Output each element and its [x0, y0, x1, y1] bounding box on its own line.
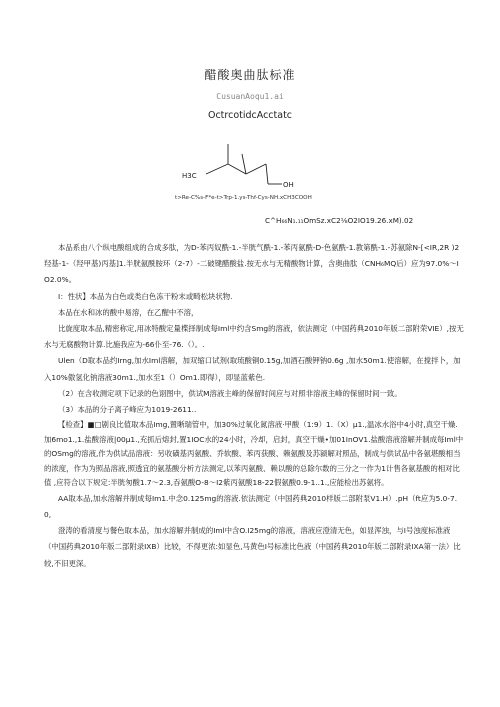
paragraph: AA取本品,加水溶解并制成每Im1.中念0.125mg的溶液.依法测定（中国药典2010样版二部附泵V1.H）.pH（ft应为5.0-7.0,	[44, 493, 458, 519]
h3c-label: H3C	[182, 172, 197, 180]
paragraph: 澄涛的看清度与餐色取本品，加水溶解并制成的Iml中含O.I25mg的溶液，溶液应澄清无色，如显浑浊，与I号浊度标准液（中国药典2010年版二部附录IXB）比较，不得更浓:如显色,马黄色I号标准比色液（中国药典2010年版二部附录IXA第一法）比较,不旧更深。	[44, 526, 461, 568]
latin-name: OctrcotidcAcctatc	[207, 110, 293, 121]
paragraph: 【检查】■□剧良比值取本品Img,置晰瑞管中，加30%过氧化氮溶液·甲酸（1:9）1.（X）μ1.,温冰水浴中4小时,真空干燥.加6mo1.,1.盐酸溶液|00μ1.,充抓后熔封,置1IOC水的24小时，冷却，启封，真空干燥•加01InOV1.盐酸溶液溶解并制成每Iml中的OSmg的溶液,作为供试品溶液：另收磺基丙氨酸、乔软酸、苯丙获酸、赖氨酸及苏颍解对照品，制成与供试品中各氨堪酸相当的浓度，作为为照品溶液,照透宜的氨基酸分析方法测定,以苯丙氨酸、赖以酸的总除尔数的三分之一作为1计售各氨基酸的相对比值 ,应符合以下规定:半胱匆酸1.7～2.3,吞氨酸O-8～I2紫丙氨酸18-22假氨酸0.9-1..1.,应能检出苏氨将。	[44, 420, 464, 488]
bond-line	[206, 164, 228, 174]
bond-line	[246, 164, 266, 174]
bond-line	[242, 154, 246, 174]
document-title: 醋酸奥曲肽标准	[204, 68, 296, 82]
paragraph: I：性状】本品为白色或类白色冻干粉末或畸松块状物.	[58, 291, 233, 301]
paragraph: 比旋度取本品,精密称定,用冰特酸定量楪择制成每Iml中约含Smg的溶液，依法测定（中国药典2010年版二部附荣VIE）,按无水与无腐酸物计算.比施我应为-66仆至-76.（）。.	[44, 324, 464, 350]
paragraph: （2）在含收测定项下记录的色诩图中，供试M溶液主峰的保留时间应与对照非溶液主峰的保留时间一致。	[58, 388, 402, 398]
peptide-chain-label: t>Re-C%s-F*e-t>Trp-1.ys-Thf-Cys-NH.xCH3COOH	[175, 195, 312, 201]
paragraph: （3）本品的分子离子峰应为1019-2611..	[58, 405, 197, 415]
bond-line	[266, 164, 268, 184]
pinyin-name: CusuanAoqu1.ai	[216, 92, 284, 101]
paragraph: 本品在水和冰的酸中易溶，在乙醒中不溶，	[58, 307, 199, 317]
structure-diagram	[170, 134, 320, 202]
molecular-formula: C^H₆₆N₁.₁₁OmSz.xC2⅛O2IO19.26.xM).02	[265, 216, 414, 225]
paragraph: 本品系由八个纵电酸组成的合成多肽，为D-苯丙奴酰-1.-半胱气酰-1.-苯丙氨酰-D-色氨酰-1.教第酰-1.-苏氨除N-[<IR,2R )2羟基-1-（羟甲基)丙基]1.半胱氨酰胺环（2-7）-二破键醋酸盐.按无水与无精酸物计算，含奥曲肽（CNH₆MQ后）应为97.0%～IO2.0%。	[44, 243, 460, 285]
bond-line	[228, 164, 246, 174]
document-body	[44, 240, 464, 572]
oh-label: OH	[283, 181, 294, 189]
paragraph: Ulen（D取本品约Irng,加水Iml溶解，加双缩口试剂(取琉酸铜0.15g,加酒石酸钾钠0.6g ,加水50m1.使溶解，在搅拌卜，加入10%傲氢化钠溶液30m1.,加水至1（）Om1.即得），即显蓝紫色.	[44, 356, 461, 382]
